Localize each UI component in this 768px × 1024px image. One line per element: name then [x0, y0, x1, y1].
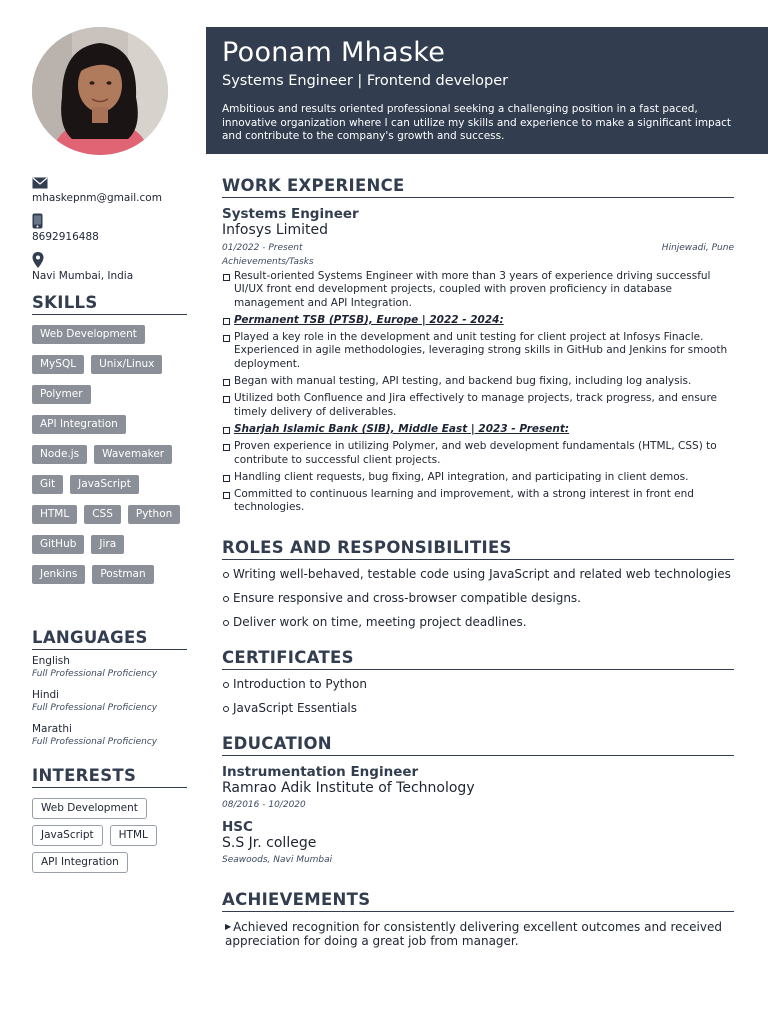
- skill-tag: JavaScript: [70, 475, 139, 494]
- list-item: Writing well-behaved, testable code using JavaScript and related web technologies: [222, 567, 734, 581]
- profile-summary: Ambitious and results oriented professional seeking a challenging position in a fast paced, innovative organization where I can utilize my skills and experience to make a significant impact and contribute to the company's growth and success.: [222, 103, 732, 142]
- certificate-item: JavaScript Essentials: [222, 701, 734, 715]
- interest-tag: API Integration: [32, 852, 128, 873]
- roles-list: [222, 567, 734, 629]
- education-item: [222, 819, 734, 866]
- tasks-label: Achievements/Tasks: [222, 257, 314, 267]
- interests-list: [32, 798, 190, 879]
- language-name: English: [32, 655, 70, 667]
- language-item: [32, 689, 187, 714]
- interests-heading: INTERESTS: [32, 766, 187, 788]
- roles-heading: ROLES AND RESPONSIBILITIES: [222, 538, 734, 560]
- interest-tag: Web Development: [32, 798, 147, 819]
- education-item: [222, 764, 734, 811]
- list-item: Played a key role in the development and unit testing for client project at Infosys Finacle. Experienced in agile methodologies, leveraging strong skills in GitHub and Jenkins for smooth deployment.: [222, 331, 734, 371]
- job-location: Hinjewadi, Pune: [661, 243, 734, 253]
- list-item: [222, 920, 734, 948]
- candidate-subtitle: Systems Engineer | Frontend developer: [222, 73, 509, 89]
- profile-photo-illustration: [32, 27, 168, 155]
- certificates-heading: CERTIFICATES: [222, 648, 734, 670]
- work-bullets: [222, 270, 734, 515]
- map-pin-icon: [32, 252, 187, 268]
- achievements-list: [222, 920, 734, 948]
- skill-tag: Python: [128, 505, 180, 524]
- languages-list: [32, 655, 187, 748]
- email-text[interactable]: mhaskepnm@gmail.com: [32, 192, 162, 204]
- achievements-heading: ACHIEVEMENTS: [222, 890, 734, 912]
- skill-tag: CSS: [84, 505, 121, 524]
- skill-tag: Node.js: [32, 445, 87, 464]
- list-item: Began with manual testing, API testing, and backend bug fixing, including log analysis.: [222, 375, 734, 388]
- list-item: Ensure responsive and cross-browser compatible designs.: [222, 591, 734, 605]
- list-item: Utilized both Confluence and Jira effectively to manage projects, track progress, and ensure timely delivery of deliverables.: [222, 392, 734, 419]
- skill-tag: Web Development: [32, 325, 145, 344]
- education-school: S.S Jr. college: [222, 834, 317, 851]
- education-degree: HSC: [222, 818, 253, 835]
- skill-tag: Jira: [91, 535, 124, 554]
- location-text: Navi Mumbai, India: [32, 270, 134, 282]
- contact-email: [32, 174, 187, 205]
- education-school: Ramrao Adik Institute of Technology: [222, 779, 475, 796]
- languages-heading: LANGUAGES: [32, 628, 187, 650]
- skill-tag: HTML: [32, 505, 77, 524]
- list-item: Handling client requests, bug fixing, API integration, and participating in client demos.: [222, 471, 734, 484]
- list-item: Result-oriented Systems Engineer with more than 3 years of experience driving successful UI/UX front end development projects, coupled with proven proficiency in database management and API Integration.: [222, 270, 734, 310]
- language-name: Hindi: [32, 689, 60, 701]
- education-meta: Seawoods, Navi Mumbai: [222, 854, 333, 865]
- education-meta: 08/2016 - 10/2020: [222, 799, 306, 810]
- right-column: [222, 176, 734, 948]
- education-list: [222, 764, 734, 866]
- job-dates: 01/2022 - Present: [222, 243, 303, 253]
- language-item: [32, 655, 187, 680]
- list-item: Committed to continuous learning and improvement, with a strong interest in front end technologies.: [222, 488, 734, 515]
- phone-icon: [32, 213, 187, 229]
- education-heading: EDUCATION: [222, 734, 734, 756]
- skill-tag: API Integration: [32, 415, 126, 434]
- skill-tag: GitHub: [32, 535, 84, 554]
- language-name: Marathi: [32, 723, 72, 735]
- achievement-text: Achieved recognition for consistently delivering excellent outcomes and received appreciation for doing a great job from manager.: [225, 919, 722, 948]
- language-level: Full Professional Proficiency: [32, 669, 158, 679]
- contact-location: [32, 252, 187, 283]
- project-subheading: Permanent TSB (PTSB), Europe | 2022 - 2024:: [222, 314, 734, 327]
- phone-text: 8692916488: [32, 231, 99, 243]
- job-title: Systems Engineer: [222, 206, 359, 222]
- profile-photo: [32, 27, 168, 155]
- header-banner: [206, 27, 768, 154]
- skill-tag: Unix/Linux: [91, 355, 162, 374]
- contact-phone: [32, 213, 187, 244]
- skills-heading: SKILLS: [32, 293, 187, 315]
- education-degree: Instrumentation Engineer: [222, 763, 419, 780]
- language-item: [32, 723, 187, 748]
- skill-tag: Polymer: [32, 385, 91, 404]
- certificate-item: Introduction to Python: [222, 677, 734, 691]
- company-name: Infosys Limited: [222, 222, 329, 238]
- skill-tag: MySQL: [32, 355, 84, 374]
- interest-tag: HTML: [110, 825, 157, 846]
- interest-tag: JavaScript: [32, 825, 103, 846]
- language-level: Full Professional Proficiency: [32, 737, 158, 747]
- skill-tag: Postman: [92, 565, 153, 584]
- project-subheading: Sharjah Islamic Bank (SIB), Middle East | 2023 - Present:: [222, 423, 734, 436]
- work-experience-heading: WORK EXPERIENCE: [222, 176, 734, 198]
- job-meta: [222, 242, 734, 254]
- skill-tag: Jenkins: [32, 565, 85, 584]
- left-column: [32, 174, 187, 879]
- list-item: Proven experience in utilizing Polymer, and web development fundamentals (HTML, CSS) to contribute to successful client projects.: [222, 440, 734, 467]
- arrow-icon: ▶: [225, 921, 232, 931]
- skills-list: [32, 325, 190, 595]
- list-item: Deliver work on time, meeting project deadlines.: [222, 615, 734, 629]
- candidate-name: Poonam Mhaske: [222, 37, 446, 68]
- language-level: Full Professional Proficiency: [32, 703, 158, 713]
- certificates-list: [222, 677, 734, 715]
- envelope-icon: [32, 174, 187, 190]
- skill-tag: Wavemaker: [94, 445, 172, 464]
- skill-tag: Git: [32, 475, 63, 494]
